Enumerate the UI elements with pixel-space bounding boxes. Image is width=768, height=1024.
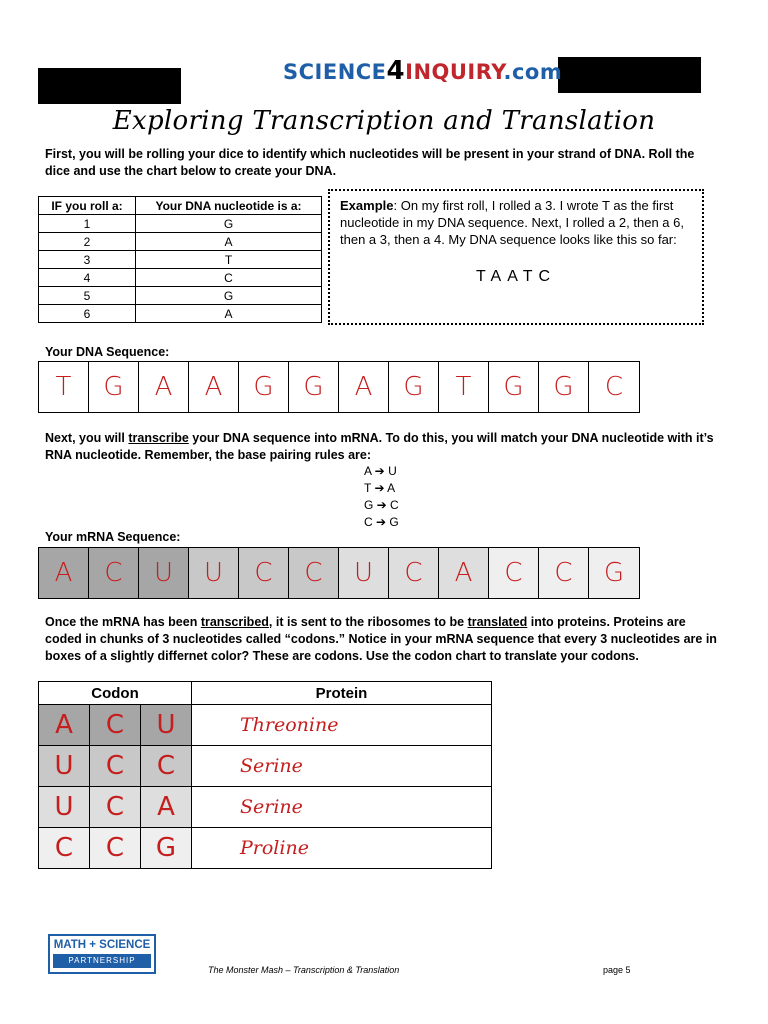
mrna-cell: C	[489, 548, 539, 598]
roll-header: IF you roll a:	[39, 197, 136, 215]
codon-cell: C	[39, 828, 90, 869]
footer-title: The Monster Mash – Transcription & Translation	[208, 965, 400, 975]
dna-cell: T	[439, 362, 489, 412]
transcribe-paragraph	[45, 430, 725, 464]
page-number: page 5	[603, 965, 631, 975]
table-row	[39, 287, 322, 305]
math-science-partnership-logo	[48, 934, 156, 974]
mrna-cell: A	[39, 548, 89, 598]
nucleotide-cell: A	[136, 305, 322, 323]
roll-cell: 2	[39, 233, 136, 251]
mrna-cell: G	[589, 548, 639, 598]
rule-a-u: A ➔ U	[364, 464, 397, 478]
table-row	[39, 746, 492, 787]
mrna-cell: C	[89, 548, 139, 598]
protein-cell: Serine	[192, 787, 492, 828]
roll-cell: 1	[39, 215, 136, 233]
science4inquiry-logo	[283, 56, 562, 86]
codon-cell: C	[141, 746, 192, 787]
roll-cell: 4	[39, 269, 136, 287]
codon-cell: G	[141, 828, 192, 869]
example-box	[328, 189, 704, 325]
translated-word: translated	[467, 615, 528, 629]
logo-bottom-text: PARTNERSHIP	[53, 954, 151, 968]
nucleotide-cell: A	[136, 233, 322, 251]
dna-cell: A	[139, 362, 189, 412]
base-pairing-rules	[364, 463, 399, 531]
codon-cell: C	[90, 787, 141, 828]
codon-cell: C	[90, 746, 141, 787]
translate-text-post: into proteins. Proteins are coded in chunks of 3 nucleotides called “codons.” Notice in your mRNA sequence that every 3 nucleotides are in boxes of a slightly differnet color? These are codons. Use the codon chart to translate your codons.	[45, 615, 717, 663]
mrna-cell: U	[189, 548, 239, 598]
logo-four-text: 4	[386, 56, 406, 86]
nucleotide-cell: T	[136, 251, 322, 269]
codon-table	[38, 681, 492, 869]
logo-science-text: SCIENCE	[283, 60, 387, 84]
nucleotide-cell: G	[136, 215, 322, 233]
logo-top-text: MATH + SCIENCE	[53, 939, 151, 951]
page-title: Exploring Transcription and Translation	[112, 106, 656, 136]
logo-inquiry-text: INQUIRY	[405, 60, 504, 84]
codon-cell: U	[141, 705, 192, 746]
codon-cell: U	[39, 746, 90, 787]
transcribe-word: transcribe	[128, 431, 189, 445]
dna-sequence-label: Your DNA Sequence:	[45, 345, 170, 359]
nucleotide-cell: C	[136, 269, 322, 287]
roll-cell: 3	[39, 251, 136, 269]
dna-cell: A	[339, 362, 389, 412]
table-row	[39, 787, 492, 828]
protein-cell: Threonine	[192, 705, 492, 746]
dna-cell: T	[39, 362, 89, 412]
rule-t-a: T ➔ A	[364, 481, 396, 495]
translate-paragraph	[45, 614, 725, 665]
transcribe-text-post: your DNA sequence into mRNA. To do this, you will match your DNA nucleotide with it’s RNA nucleotide. Remember, the base pairing rules are:	[45, 431, 714, 462]
codon-cell: A	[39, 705, 90, 746]
mrna-sequence-label: Your mRNA Sequence:	[45, 530, 181, 544]
codon-cell: C	[90, 705, 141, 746]
mrna-cell: C	[389, 548, 439, 598]
dna-cell: G	[289, 362, 339, 412]
dna-sequence-row	[38, 361, 640, 413]
table-row	[39, 251, 322, 269]
redaction-left	[38, 68, 181, 104]
dna-cell: G	[239, 362, 289, 412]
dna-cell: G	[489, 362, 539, 412]
rule-c-g: C ➔ G	[364, 515, 399, 529]
dna-cell: G	[89, 362, 139, 412]
roll-cell: 6	[39, 305, 136, 323]
transcribed-word: transcribed	[200, 615, 269, 629]
dna-cell: G	[539, 362, 589, 412]
roll-table	[38, 196, 322, 323]
example-sequence: TAATC	[475, 268, 557, 285]
table-row	[39, 828, 492, 869]
mrna-cell: U	[139, 548, 189, 598]
codon-header: Codon	[39, 682, 192, 705]
redaction-right	[558, 57, 701, 93]
mrna-cell: U	[339, 548, 389, 598]
codon-cell: U	[39, 787, 90, 828]
transcribe-text-pre: Next, you will	[45, 431, 129, 445]
translate-text-mid: , it is sent to the ribosomes to be	[268, 615, 468, 629]
dna-cell: A	[189, 362, 239, 412]
protein-header: Protein	[192, 682, 492, 705]
translate-text-pre: Once the mRNA has been	[45, 615, 201, 629]
nucleotide-header: Your DNA nucleotide is a:	[136, 197, 322, 215]
protein-cell: Proline	[192, 828, 492, 869]
table-row	[39, 305, 322, 323]
dna-cell: C	[604, 372, 624, 402]
table-row	[39, 705, 492, 746]
roll-cell: 5	[39, 287, 136, 305]
example-text: : On my first roll, I rolled a 3. I wrote T as the first nucleotide in my DNA sequence. Next, I rolled a 2, then a 6, then a 3, then a 4. My DNA sequence looks like this so far:	[340, 198, 684, 247]
dna-cell: G	[389, 362, 439, 412]
table-row	[39, 215, 322, 233]
mrna-cell: C	[539, 548, 589, 598]
mrna-sequence-row	[38, 547, 640, 599]
mrna-cell: C	[289, 548, 339, 598]
intro-paragraph: First, you will be rolling your dice to identify which nucleotides will be present in your strand of DNA. Roll the dice and use the chart below to create your DNA.	[45, 147, 695, 178]
example-label: Example	[340, 198, 394, 213]
protein-cell: Serine	[192, 746, 492, 787]
table-row	[39, 269, 322, 287]
mrna-cell: A	[439, 548, 489, 598]
rule-g-c: G ➔ C	[364, 498, 399, 512]
codon-cell: C	[90, 828, 141, 869]
logo-suffix-text: .com	[503, 60, 563, 84]
nucleotide-cell: G	[136, 287, 322, 305]
codon-cell: A	[141, 787, 192, 828]
mrna-cell: C	[239, 548, 289, 598]
table-row	[39, 233, 322, 251]
